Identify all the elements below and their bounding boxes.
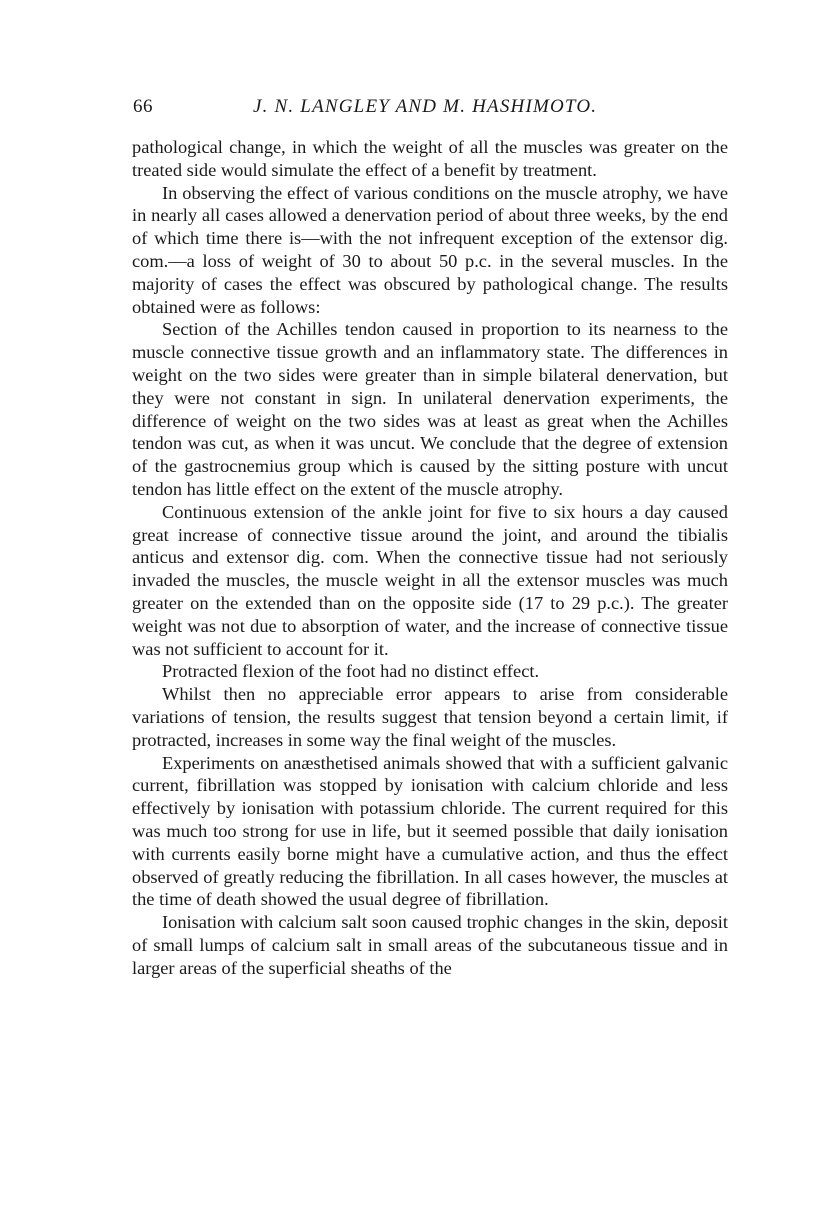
body-text: [132, 136, 728, 979]
paragraph: Protracted flexion of the foot had no distinct effect.: [162, 661, 540, 682]
paragraph: Whilst then no appreciable error appears to arise from considerable variations of tension, the results suggest that tension beyond a certain limit, if protracted, increases in some way the final weight of the muscles.: [132, 684, 728, 750]
paragraph: Section of the Achilles tendon caused in proportion to its nearness to the muscle connective tissue growth and an inflammatory state. The differences in weight on the two sides were greater than in simple bilateral denervation, but they were not constant in sign. In unilateral denervation experiments, the difference of weight on the two sides was at least as great when the Achilles tendon was cut, as when it was uncut. We conclude that the degree of extension of the gastrocnemius group which is caused by the sitting posture with uncut tendon has little effect on the extent of the muscle atrophy.: [132, 319, 728, 499]
paragraph: Experiments on anæsthetised animals showed that with a sufficient galvanic current, fibrillation was stopped by ionisation with calcium chloride and less effectively by ionisation with potassium chloride. The current required for this was much too strong for use in life, but it seemed possible that daily ionisation with currents easily borne might have a cumulative action, and thus the effect observed of greatly reducing the fibrillation. In all cases however, the muscles at the time of death showed the usual degree of fibrillation.: [132, 752, 728, 910]
paragraph: pathological change, in which the weight of all the muscles was greater on the treated side would simulate the effect of a benefit by treatment.: [132, 137, 728, 180]
running-head: J. N. LANGLEY AND M. HASHIMOTO.: [253, 96, 598, 117]
paragraph: In observing the effect of various conditions on the muscle atrophy, we have in nearly all cases allowed a denervation period of about three weeks, by the end of which time there is—with the not infrequent exception of the extensor dig. com.—a loss of weight of 30 to about 50 p.c. in the several muscles. In the majority of cases the effect was obscured by pathological change. The results obtained were as follows:: [132, 182, 728, 317]
page-header: [133, 96, 729, 126]
paragraph: Continuous extension of the ankle joint for five to six hours a day caused great increase of connective tissue around the joint, and around the tibialis anticus and extensor dig. com. When the connective tissue had not seriously invaded the muscles, the muscle weight in all the extensor muscles was much greater on the extended than on the opposite side (17 to 29 p.c.). The greater weight was not due to absorption of water, and the increase of connective tissue was not sufficient to account for it.: [132, 501, 728, 659]
paragraph: Ionisation with calcium salt soon caused trophic changes in the skin, deposit of small lumps of calcium salt in small areas of the subcutaneous tissue and in larger areas of the superficial sheaths of the: [132, 912, 728, 978]
page-number: 66: [133, 96, 153, 117]
